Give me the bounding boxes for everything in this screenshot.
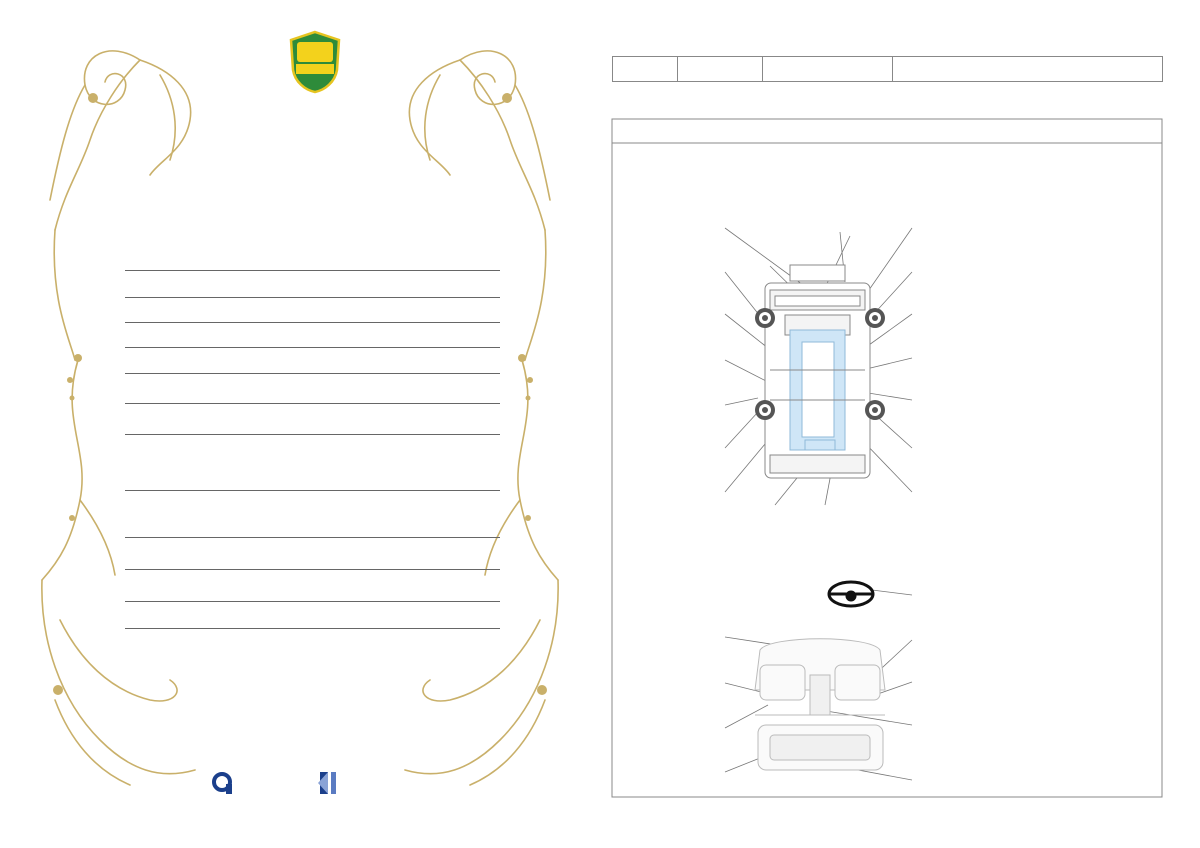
date-row xyxy=(612,56,1163,82)
car-top-view xyxy=(765,265,870,478)
car-condition-diagram xyxy=(600,0,1200,848)
steering-wheel-icon xyxy=(829,582,873,606)
divider xyxy=(125,347,500,348)
goo-kantei-badge xyxy=(287,30,343,94)
divider xyxy=(125,270,500,271)
divider xyxy=(125,373,500,374)
car-interior-view xyxy=(755,639,885,770)
divider xyxy=(125,628,500,629)
date-inspection-label xyxy=(613,57,678,81)
divider xyxy=(125,569,500,570)
empty-cell xyxy=(763,57,893,81)
proto-logo-icon xyxy=(214,774,232,794)
date-inspection-value xyxy=(678,57,763,81)
divider xyxy=(125,537,500,538)
organization-logos xyxy=(212,768,412,798)
note-of-conditions-sheet xyxy=(600,0,1200,848)
divider xyxy=(125,434,500,435)
jaaa-logo-icon xyxy=(318,772,336,794)
divider xyxy=(125,601,500,602)
divider xyxy=(125,322,500,323)
divider xyxy=(125,490,500,491)
divider xyxy=(125,297,500,298)
divider xyxy=(125,403,500,404)
